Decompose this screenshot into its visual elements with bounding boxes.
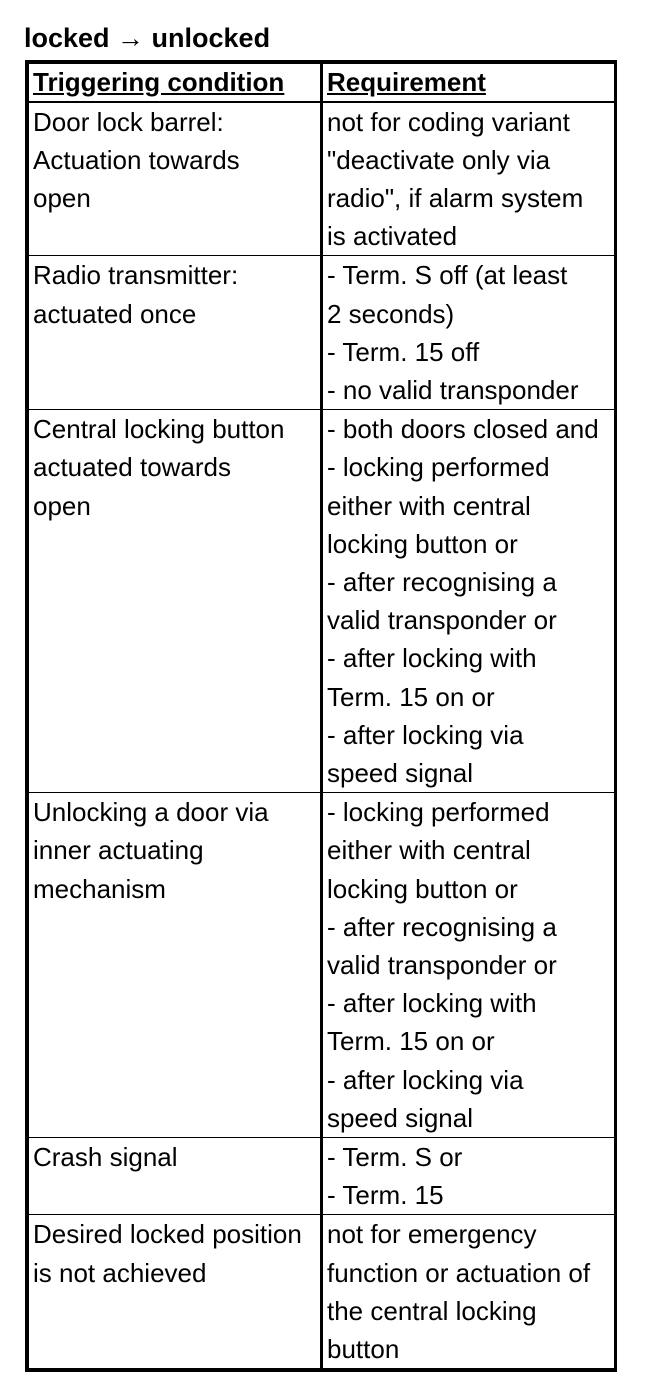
header-triggering-condition: Triggering condition [29, 64, 322, 102]
condition-line: Desired locked position [33, 1219, 302, 1250]
condition-cell [29, 256, 322, 410]
condition-line: open [33, 490, 91, 521]
requirement-cell [322, 793, 615, 1138]
requirement-line: - no valid transponder [327, 374, 579, 405]
requirement-line: not for emergency [327, 1219, 537, 1250]
table-row [29, 1137, 615, 1214]
requirement-line: speed signal [327, 1102, 473, 1133]
requirement-line: button [327, 1334, 400, 1364]
requirement-line: - Term. S or [327, 1141, 463, 1172]
condition-line: actuated once [33, 298, 197, 329]
requirement-line: - Term. 15 [327, 1180, 444, 1211]
requirement-line: - after locking via [327, 719, 524, 750]
requirements-table-frame [25, 60, 617, 1372]
page-title: locked → unlocked [24, 23, 271, 53]
requirement-line: not for coding variant [327, 106, 570, 137]
requirement-line: - after locking with [327, 643, 537, 674]
condition-line: actuated towards [33, 452, 232, 483]
requirement-line: locking button or [327, 528, 518, 559]
requirement-line: - Term. 15 off [327, 336, 480, 367]
table-row [29, 256, 615, 410]
condition-cell [29, 1137, 322, 1214]
requirement-line: - locking performed [327, 452, 550, 483]
requirement-cell [322, 1215, 615, 1369]
condition-line: Unlocking a door via [33, 797, 269, 828]
condition-line: Radio transmitter: [33, 260, 239, 291]
requirement-line: Term. 15 on or [327, 681, 495, 712]
requirement-line: function or actuation of [327, 1257, 591, 1288]
requirement-line: - after recognising a [327, 911, 557, 942]
requirement-line: locking button or [327, 873, 518, 904]
condition-line: open [33, 182, 91, 213]
requirement-line: 2 seconds) [327, 298, 455, 329]
requirement-line: is activated [327, 221, 458, 252]
requirement-line: - after recognising a [327, 566, 557, 597]
table-row [29, 793, 615, 1138]
table-body [29, 102, 615, 1369]
requirement-line: the central locking [327, 1295, 537, 1326]
requirement-cell [322, 256, 615, 410]
requirement-line: valid transponder or [327, 949, 557, 980]
requirement-line: either with central [327, 835, 531, 866]
requirement-cell [322, 102, 615, 256]
condition-cell [29, 1215, 322, 1369]
condition-line: is not achieved [33, 1257, 207, 1288]
table-row [29, 1215, 615, 1369]
condition-line: Crash signal [33, 1141, 178, 1172]
requirement-line: Term. 15 on or [327, 1026, 495, 1057]
requirement-line: valid transponder or [327, 605, 557, 636]
condition-line: Door lock barrel: [33, 106, 224, 137]
table-header-row [29, 64, 615, 102]
requirement-cell [322, 1137, 615, 1214]
requirement-cell [322, 410, 615, 793]
requirement-line: "deactivate only via [327, 144, 551, 175]
requirement-line: - locking performed [327, 797, 550, 828]
condition-cell [29, 793, 322, 1138]
table-row [29, 410, 615, 793]
requirement-line: speed signal [327, 757, 473, 788]
table-row [29, 102, 615, 256]
requirement-line: - both doors closed and [327, 414, 599, 445]
condition-line: mechanism [33, 873, 166, 904]
requirement-line: radio", if alarm system [327, 182, 584, 213]
requirements-table [28, 63, 615, 1369]
requirement-line: - after locking with [327, 988, 537, 1019]
condition-cell [29, 102, 322, 256]
requirement-line: - Term. S off (at least [327, 260, 568, 291]
condition-line: Actuation towards [33, 144, 240, 175]
requirement-line: - after locking via [327, 1064, 524, 1095]
header-requirement: Requirement [322, 64, 615, 102]
condition-line: inner actuating [33, 835, 204, 866]
condition-line: Central locking button [33, 414, 285, 445]
condition-cell [29, 410, 322, 793]
requirement-line: either with central [327, 490, 531, 521]
